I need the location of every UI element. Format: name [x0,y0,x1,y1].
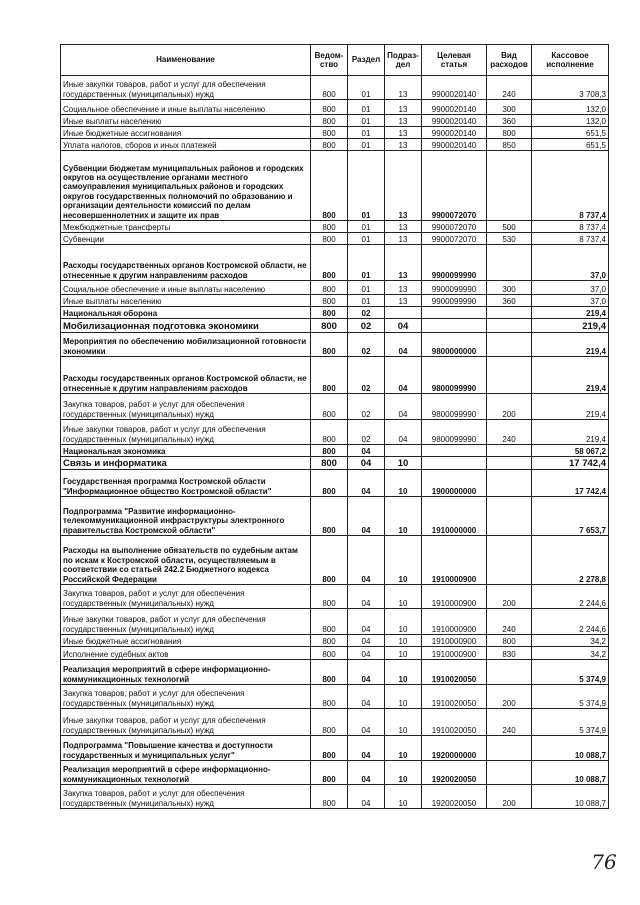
cell-subsection: 10 [385,635,422,647]
table-body [61,76,609,809]
table-row [61,647,609,660]
cell-kind: 830 [487,647,532,660]
cell-target: 9800000000 [422,333,487,357]
cell-amount: 37,0 [532,245,609,281]
cell-amount: 3 708,3 [532,76,609,100]
cell-subsection: 04 [385,394,422,420]
cell-dept: 800 [311,295,348,307]
table-row [61,319,609,333]
cell-target: 9800099990 [422,357,487,394]
cell-target: 9900020140 [422,115,487,127]
cell-target [422,445,487,457]
cell-dept: 800 [311,457,348,470]
cell-kind [487,357,532,394]
cell-dept: 800 [311,221,348,233]
cell-dept: 800 [311,709,348,736]
cell-amount: 37,0 [532,281,609,295]
cell-name: Закупка товаров, работ и услуг для обеспечения государственных (муниципальных) нужд [61,585,311,609]
cell-subsection: 13 [385,115,422,127]
table-row [61,151,609,221]
cell-section: 02 [348,319,385,333]
cell-subsection: 10 [385,660,422,685]
cell-subsection: 10 [385,497,422,536]
cell-amount: 219,4 [532,333,609,357]
header-section: Раздел [348,45,385,76]
cell-dept: 800 [311,660,348,685]
table-row [61,761,609,785]
cell-target: 9900099990 [422,295,487,307]
cell-subsection: 04 [385,420,422,445]
table-row [61,635,609,647]
cell-amount: 5 374,9 [532,685,609,709]
cell-name: Субвенции [61,233,311,245]
cell-kind: 360 [487,295,532,307]
cell-target: 9900099990 [422,281,487,295]
table-row [61,660,609,685]
cell-kind: 500 [487,221,532,233]
cell-dept: 800 [311,100,348,115]
cell-subsection: 13 [385,100,422,115]
cell-name: Подпрограмма "Повышение качества и доступности государственных и муниципальных услуг" [61,736,311,761]
cell-amount: 5 374,9 [532,709,609,736]
header-subsection: Подраз-дел [385,45,422,76]
cell-amount: 17 742,4 [532,457,609,470]
table-row [61,357,609,394]
table-row [61,785,609,809]
cell-kind [487,736,532,761]
cell-kind [487,761,532,785]
cell-dept: 800 [311,647,348,660]
cell-section: 04 [348,635,385,647]
cell-amount: 10 088,7 [532,785,609,809]
table-row [61,685,609,709]
cell-name: Межбюджетные трансферты [61,221,311,233]
cell-amount: 17 742,4 [532,470,609,497]
cell-name: Иные закупки товаров, работ и услуг для обеспечения государственных (муниципальных) нужд [61,76,311,100]
cell-kind: 200 [487,585,532,609]
cell-section: 02 [348,333,385,357]
table-row [61,233,609,245]
cell-name: Мероприятия по обеспечению мобилизационной готовности экономики [61,333,311,357]
cell-amount: 37,0 [532,295,609,307]
cell-section: 02 [348,394,385,420]
cell-target: 1910000900 [422,536,487,585]
cell-name: Закупка товаров, работ и услуг для обеспечения государственных (муниципальных) нужд [61,394,311,420]
cell-target: 9800099990 [422,394,487,420]
cell-name: Социальное обеспечение и иные выплаты населению [61,281,311,295]
table-row [61,333,609,357]
cell-dept: 800 [311,497,348,536]
table-row [61,139,609,151]
cell-target: 1920020050 [422,785,487,809]
table-row [61,307,609,319]
table-row [61,127,609,139]
cell-name: Государственная программа Костромской области "Информационное общество Костромской области" [61,470,311,497]
cell-kind: 530 [487,233,532,245]
cell-section: 01 [348,76,385,100]
cell-kind [487,457,532,470]
cell-subsection [385,307,422,319]
cell-amount: 7 653,7 [532,497,609,536]
header-kind: Вид расходов [487,45,532,76]
cell-name: Мобилизационная подготовка экономики [61,319,311,333]
cell-kind [487,536,532,585]
cell-dept: 800 [311,245,348,281]
cell-name: Уплата налогов, сборов и иных платежей [61,139,311,151]
cell-kind: 300 [487,281,532,295]
cell-kind: 240 [487,609,532,635]
cell-dept: 800 [311,785,348,809]
cell-subsection: 13 [385,295,422,307]
cell-target: 1910000000 [422,497,487,536]
cell-dept: 800 [311,76,348,100]
table-row [61,609,609,635]
table-row [61,470,609,497]
cell-name: Национальная экономика [61,445,311,457]
cell-amount: 10 088,7 [532,736,609,761]
cell-section: 02 [348,420,385,445]
header-name: Наименование [61,45,311,76]
cell-dept: 800 [311,585,348,609]
table-row [61,394,609,420]
cell-target: 1910000900 [422,585,487,609]
cell-dept: 800 [311,420,348,445]
table-row [61,497,609,536]
cell-name: Реализация мероприятий в сфере информационно-коммуникационных технологий [61,660,311,685]
cell-kind: 240 [487,420,532,445]
table-row [61,420,609,445]
cell-kind: 800 [487,635,532,647]
cell-name: Иные выплаты населению [61,115,311,127]
cell-kind [487,151,532,221]
cell-subsection: 10 [385,685,422,709]
cell-dept: 800 [311,736,348,761]
cell-section: 02 [348,307,385,319]
cell-kind [487,307,532,319]
cell-amount: 132,0 [532,100,609,115]
table-header-row [61,45,609,76]
cell-subsection: 10 [385,785,422,809]
cell-name: Иные закупки товаров, работ и услуг для обеспечения государственных (муниципальных) нужд [61,420,311,445]
cell-subsection: 13 [385,245,422,281]
header-amount: Кассовое исполнение [532,45,609,76]
cell-dept: 800 [311,333,348,357]
cell-target [422,319,487,333]
cell-section: 04 [348,647,385,660]
cell-target: 1910000900 [422,635,487,647]
cell-dept: 800 [311,394,348,420]
cell-target [422,307,487,319]
cell-dept: 800 [311,115,348,127]
cell-section: 04 [348,785,385,809]
cell-section: 04 [348,685,385,709]
cell-subsection: 04 [385,357,422,394]
cell-kind [487,245,532,281]
cell-amount: 132,0 [532,115,609,127]
cell-section: 02 [348,357,385,394]
cell-amount: 2 278,8 [532,536,609,585]
cell-subsection: 13 [385,139,422,151]
cell-kind: 240 [487,709,532,736]
cell-kind [487,497,532,536]
cell-name: Расходы государственных органов Костромской области, не отнесенные к другим направлениям расходов [61,357,311,394]
cell-dept: 800 [311,685,348,709]
cell-amount: 219,4 [532,357,609,394]
cell-section: 01 [348,115,385,127]
header-dept: Ведом-ство [311,45,348,76]
table-row [61,536,609,585]
cell-name: Связь и информатика [61,457,311,470]
header-target: Целевая статья [422,45,487,76]
cell-section: 04 [348,736,385,761]
table-row [61,115,609,127]
cell-section: 01 [348,221,385,233]
cell-amount: 2 244,6 [532,609,609,635]
cell-subsection: 10 [385,647,422,660]
table-row [61,221,609,233]
cell-subsection: 13 [385,76,422,100]
table-row [61,736,609,761]
cell-amount: 10 088,7 [532,761,609,785]
table-row [61,245,609,281]
cell-subsection: 13 [385,221,422,233]
cell-target: 9800099990 [422,420,487,445]
table-row [61,295,609,307]
cell-kind [487,319,532,333]
cell-amount: 58 067,2 [532,445,609,457]
cell-dept: 800 [311,151,348,221]
cell-name: Расходы на выполнение обязательств по судебным актам по искам к Костромской области, осуществляемым в соответствии со статьей 242.2 Бюджетного кодекса Российской Федерации [61,536,311,585]
table-row [61,445,609,457]
cell-dept: 800 [311,635,348,647]
cell-target: 9900072070 [422,151,487,221]
cell-amount: 651,5 [532,139,609,151]
cell-amount: 8 737,4 [532,221,609,233]
cell-amount: 651,5 [532,127,609,139]
cell-subsection: 13 [385,151,422,221]
cell-target: 1920020050 [422,761,487,785]
cell-section: 04 [348,536,385,585]
cell-dept: 800 [311,470,348,497]
cell-target: 1910020050 [422,709,487,736]
cell-dept: 800 [311,127,348,139]
budget-execution-table [60,44,609,809]
cell-amount: 219,4 [532,319,609,333]
cell-subsection: 13 [385,281,422,295]
cell-name: Закупка товаров, работ и услуг для обеспечения государственных (муниципальных) нужд [61,685,311,709]
cell-subsection: 04 [385,333,422,357]
cell-name: Субвенции бюджетам муниципальных районов и городских округов на осуществление органами местного самоуправления муниципальных районов и городских округов государственных полномочий по образованию и организации деятельности комиссий по делам несовершеннолетних и защите их прав [61,151,311,221]
cell-name: Исполнение судебных актов [61,647,311,660]
table-row [61,281,609,295]
cell-subsection: 10 [385,609,422,635]
cell-subsection: 13 [385,233,422,245]
cell-kind [487,445,532,457]
cell-subsection: 10 [385,585,422,609]
cell-kind: 360 [487,115,532,127]
cell-subsection: 10 [385,761,422,785]
cell-subsection: 10 [385,709,422,736]
cell-section: 04 [348,497,385,536]
cell-target: 9900072070 [422,233,487,245]
cell-section: 04 [348,457,385,470]
cell-amount: 8 737,4 [532,233,609,245]
cell-target: 1910000900 [422,647,487,660]
cell-amount: 219,4 [532,307,609,319]
cell-dept: 800 [311,233,348,245]
cell-amount: 8 737,4 [532,151,609,221]
cell-name: Подпрограмма "Развитие информационно-телекоммуникационной инфраструктуры электронного правительства Костромской области" [61,497,311,536]
cell-dept: 800 [311,445,348,457]
cell-section: 01 [348,245,385,281]
cell-kind [487,470,532,497]
cell-section: 01 [348,139,385,151]
cell-target: 1920000000 [422,736,487,761]
cell-name: Иные закупки товаров, работ и услуг для обеспечения государственных (муниципальных) нужд [61,609,311,635]
cell-subsection [385,445,422,457]
table-row [61,100,609,115]
cell-section: 01 [348,127,385,139]
cell-dept: 800 [311,357,348,394]
cell-dept: 800 [311,761,348,785]
cell-section: 04 [348,445,385,457]
cell-subsection: 13 [385,127,422,139]
cell-target: 9900072070 [422,221,487,233]
cell-name: Иные выплаты населению [61,295,311,307]
cell-kind: 240 [487,76,532,100]
cell-name: Закупка товаров, работ и услуг для обеспечения государственных (муниципальных) нужд [61,785,311,809]
cell-dept: 800 [311,307,348,319]
cell-target: 9900020140 [422,100,487,115]
cell-dept: 800 [311,139,348,151]
cell-target: 9900020140 [422,139,487,151]
cell-amount: 219,4 [532,394,609,420]
cell-amount: 219,4 [532,420,609,445]
cell-subsection: 10 [385,457,422,470]
cell-kind: 300 [487,100,532,115]
table-row [61,585,609,609]
cell-target: 1910020050 [422,660,487,685]
cell-section: 01 [348,233,385,245]
cell-name: Расходы государственных органов Костромской области, не отнесенные к другим направлениям расходов [61,245,311,281]
cell-amount: 34,2 [532,647,609,660]
cell-target: 1910020050 [422,685,487,709]
cell-amount: 34,2 [532,635,609,647]
cell-dept: 800 [311,609,348,635]
cell-kind: 200 [487,394,532,420]
cell-name: Социальное обеспечение и иные выплаты населению [61,100,311,115]
cell-target: 1910000900 [422,609,487,635]
cell-target [422,457,487,470]
table-row [61,76,609,100]
cell-target: 9900099990 [422,245,487,281]
cell-kind [487,660,532,685]
cell-name: Национальная оборона [61,307,311,319]
page-number: 76 [591,850,617,874]
cell-target: 9900020140 [422,127,487,139]
cell-section: 04 [348,761,385,785]
cell-subsection: 10 [385,736,422,761]
cell-name: Иные закупки товаров, работ и услуг для обеспечения государственных (муниципальных) нужд [61,709,311,736]
cell-amount: 2 244,6 [532,585,609,609]
cell-name: Иные бюджетные ассигнования [61,635,311,647]
cell-name: Иные бюджетные ассигнования [61,127,311,139]
cell-dept: 800 [311,319,348,333]
cell-subsection: 04 [385,319,422,333]
cell-section: 01 [348,281,385,295]
cell-section: 04 [348,585,385,609]
cell-subsection: 10 [385,470,422,497]
cell-amount: 5 374,9 [532,660,609,685]
cell-section: 01 [348,151,385,221]
table-row [61,709,609,736]
cell-section: 04 [348,660,385,685]
cell-kind: 850 [487,139,532,151]
cell-kind: 200 [487,785,532,809]
cell-target: 9900020140 [422,76,487,100]
cell-target: 1900000000 [422,470,487,497]
table-row [61,457,609,470]
cell-section: 01 [348,100,385,115]
cell-dept: 800 [311,281,348,295]
cell-dept: 800 [311,536,348,585]
cell-kind: 200 [487,685,532,709]
cell-name: Реализация мероприятий в сфере информационно-коммуникационных технологий [61,761,311,785]
cell-kind [487,333,532,357]
cell-kind: 800 [487,127,532,139]
cell-section: 04 [348,470,385,497]
cell-section: 01 [348,295,385,307]
cell-section: 04 [348,609,385,635]
cell-section: 04 [348,709,385,736]
cell-subsection: 10 [385,536,422,585]
